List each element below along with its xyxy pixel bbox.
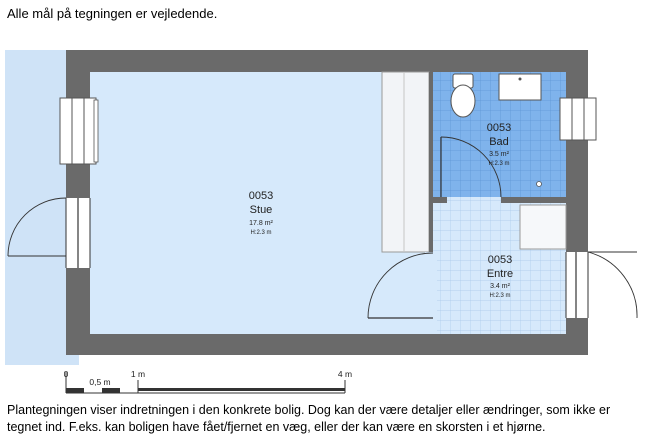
- svg-text:H:2.3 m: H:2.3 m: [489, 293, 511, 299]
- svg-text:0053: 0053: [486, 122, 512, 134]
- disclaimer-top: Alle mål på tegningen er vejledende.: [7, 6, 218, 21]
- scale-bar: [64, 369, 352, 393]
- label-bad: [487, 122, 511, 167]
- svg-text:0053: 0053: [248, 190, 274, 202]
- room-stue: [90, 72, 429, 334]
- svg-text:17.8 m²: 17.8 m²: [249, 220, 273, 227]
- svg-text:H:2.3 m: H:2.3 m: [250, 230, 272, 236]
- label-entre: [487, 254, 513, 299]
- window-left: [60, 98, 98, 164]
- svg-text:3.4 m²: 3.4 m²: [490, 283, 510, 290]
- svg-text:Bad: Bad: [489, 136, 509, 148]
- scale-label-4: 4 m: [337, 369, 353, 379]
- toilet-icon: [451, 74, 475, 117]
- svg-text:0053: 0053: [487, 254, 513, 266]
- sink-icon: [499, 74, 541, 100]
- scale-label-0: 0: [63, 369, 69, 379]
- svg-text:Entre: Entre: [486, 268, 514, 280]
- scale-label-1: 1 m: [130, 369, 146, 379]
- disclaimer-bottom: Plantegningen viser indretningen i den konkrete bolig. Dog kan der være detaljer eller ændringer, som ikke er tegnet ind. F.eks. kan boligen have fået/fjernet en væg, eller der kan være en skorsten i et hjørne.: [7, 403, 611, 434]
- svg-text:H:2.3 m: H:2.3 m: [488, 161, 510, 167]
- closet: [520, 205, 566, 249]
- kitchen-counter: [382, 72, 429, 252]
- svg-text:Stue: Stue: [249, 204, 273, 216]
- svg-text:3.5 m²: 3.5 m²: [489, 151, 509, 158]
- window-right: [560, 98, 596, 140]
- scale-label-05: 0,5 m: [89, 377, 111, 387]
- label-stue: [249, 190, 274, 236]
